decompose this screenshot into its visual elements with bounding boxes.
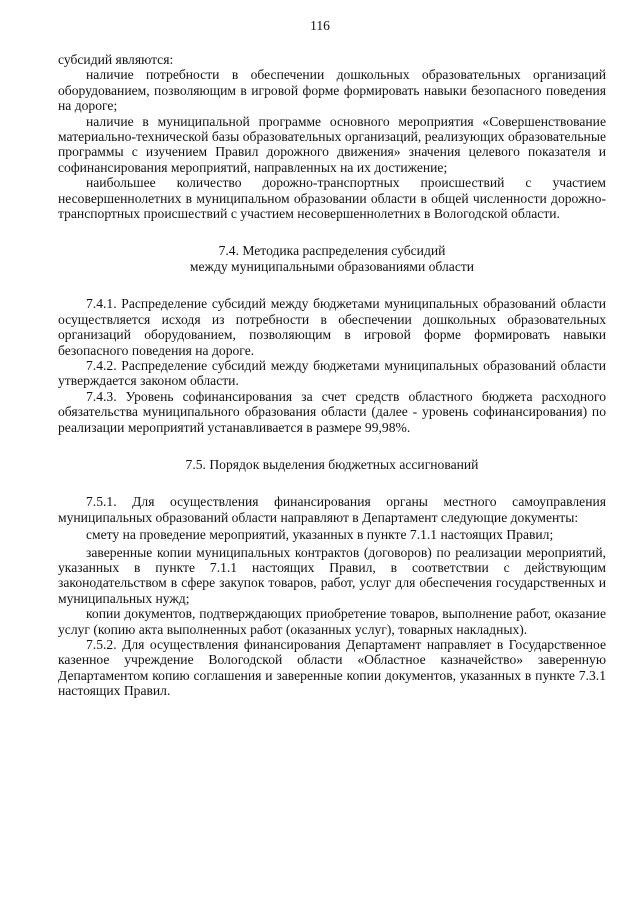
- section-7-4-title-line1: 7.4. Методика распределения субсидий: [218, 243, 446, 259]
- section-7-4-paragraph: 7.4.2. Распределение субсидий между бюджетами муниципальных образований области утверждается законом области.: [58, 357, 606, 389]
- section-7-4-title-line2: между муниципальными образованиями области: [189, 258, 475, 274]
- section-7-4-paragraph: 7.4.1. Распределение субсидий между бюджетами муниципальных образований области осуществляется исходя из потребности в обеспечении дошкольных образовательных организаций оборудованием, позволяющим в игровой форме формировать навыки безопасного поведения на дороге.: [58, 296, 606, 358]
- section-7-5-paragraph: заверенные копии муниципальных контрактов (договоров) по реализации мероприятий, указанных в пункте 7.1.1 настоящих Правил, в соответствии с действующим законодательством в сфере закупок товаров, работ, услуг для обеспечения государственных и муниципальных нужд;: [58, 544, 606, 606]
- criterion-paragraph: наличие потребности в обеспечении дошкольных образовательных организаций оборудованием, позволяющим в игровой форме формировать навыки безопасного поведения на дороге;: [58, 67, 606, 114]
- document-body: [58, 52, 606, 699]
- criterion-paragraph: наличие в муниципальной программе основного мероприятия «Совершенствование материально-технической базы образовательных организаций, реализующих образовательные программы с изучением Правил дорожного движения» значения целевого показателя и софинансирования мероприятий, направленных на их достижение;: [58, 113, 606, 175]
- section-7-5-paragraph: смету на проведение мероприятий, указанных в пункте 7.1.1 настоящих Правил;: [86, 527, 554, 543]
- section-7-5-paragraph: 7.5.2. Для осуществления финансирования Департамент направляет в Государственное казенное учреждение Вологодской области «Областное казначейство» заверенную Департаментом копию соглашения и заверенные копии документов, указанных в пункте 7.3.1 настоящих Правил.: [58, 637, 606, 699]
- page-number: 116: [310, 18, 330, 33]
- intro-line: субсидий являются:: [58, 52, 174, 67]
- section-7-5-paragraph: 7.5.1. Для осуществления финансирования органы местного самоуправления муниципальных образований области направляют в Департамент следующие документы:: [58, 494, 606, 525]
- section-7-5-title: 7.5. Порядок выделения бюджетных ассигнований: [185, 456, 479, 472]
- section-7-4-paragraph: 7.4.3. Уровень софинансирования за счет средств областного бюджета расходного обязательства муниципального образования области (далее - уровень софинансирования) по реализации мероприятий устанавливается в размере 99,98%.: [58, 388, 606, 435]
- criterion-paragraph: наибольшее количество дорожно-транспортных происшествий с участием несовершеннолетних в муниципальном образовании области в общей численности дорожно-транспортных происшествий с участием несовершеннолетних в Вологодской области.: [58, 175, 606, 222]
- section-7-5-paragraph: копии документов, подтверждающих приобретение товаров, выполнение работ, оказание услуг (копию акта выполненных работ (оказанных услуг), товарных накладных).: [58, 606, 606, 637]
